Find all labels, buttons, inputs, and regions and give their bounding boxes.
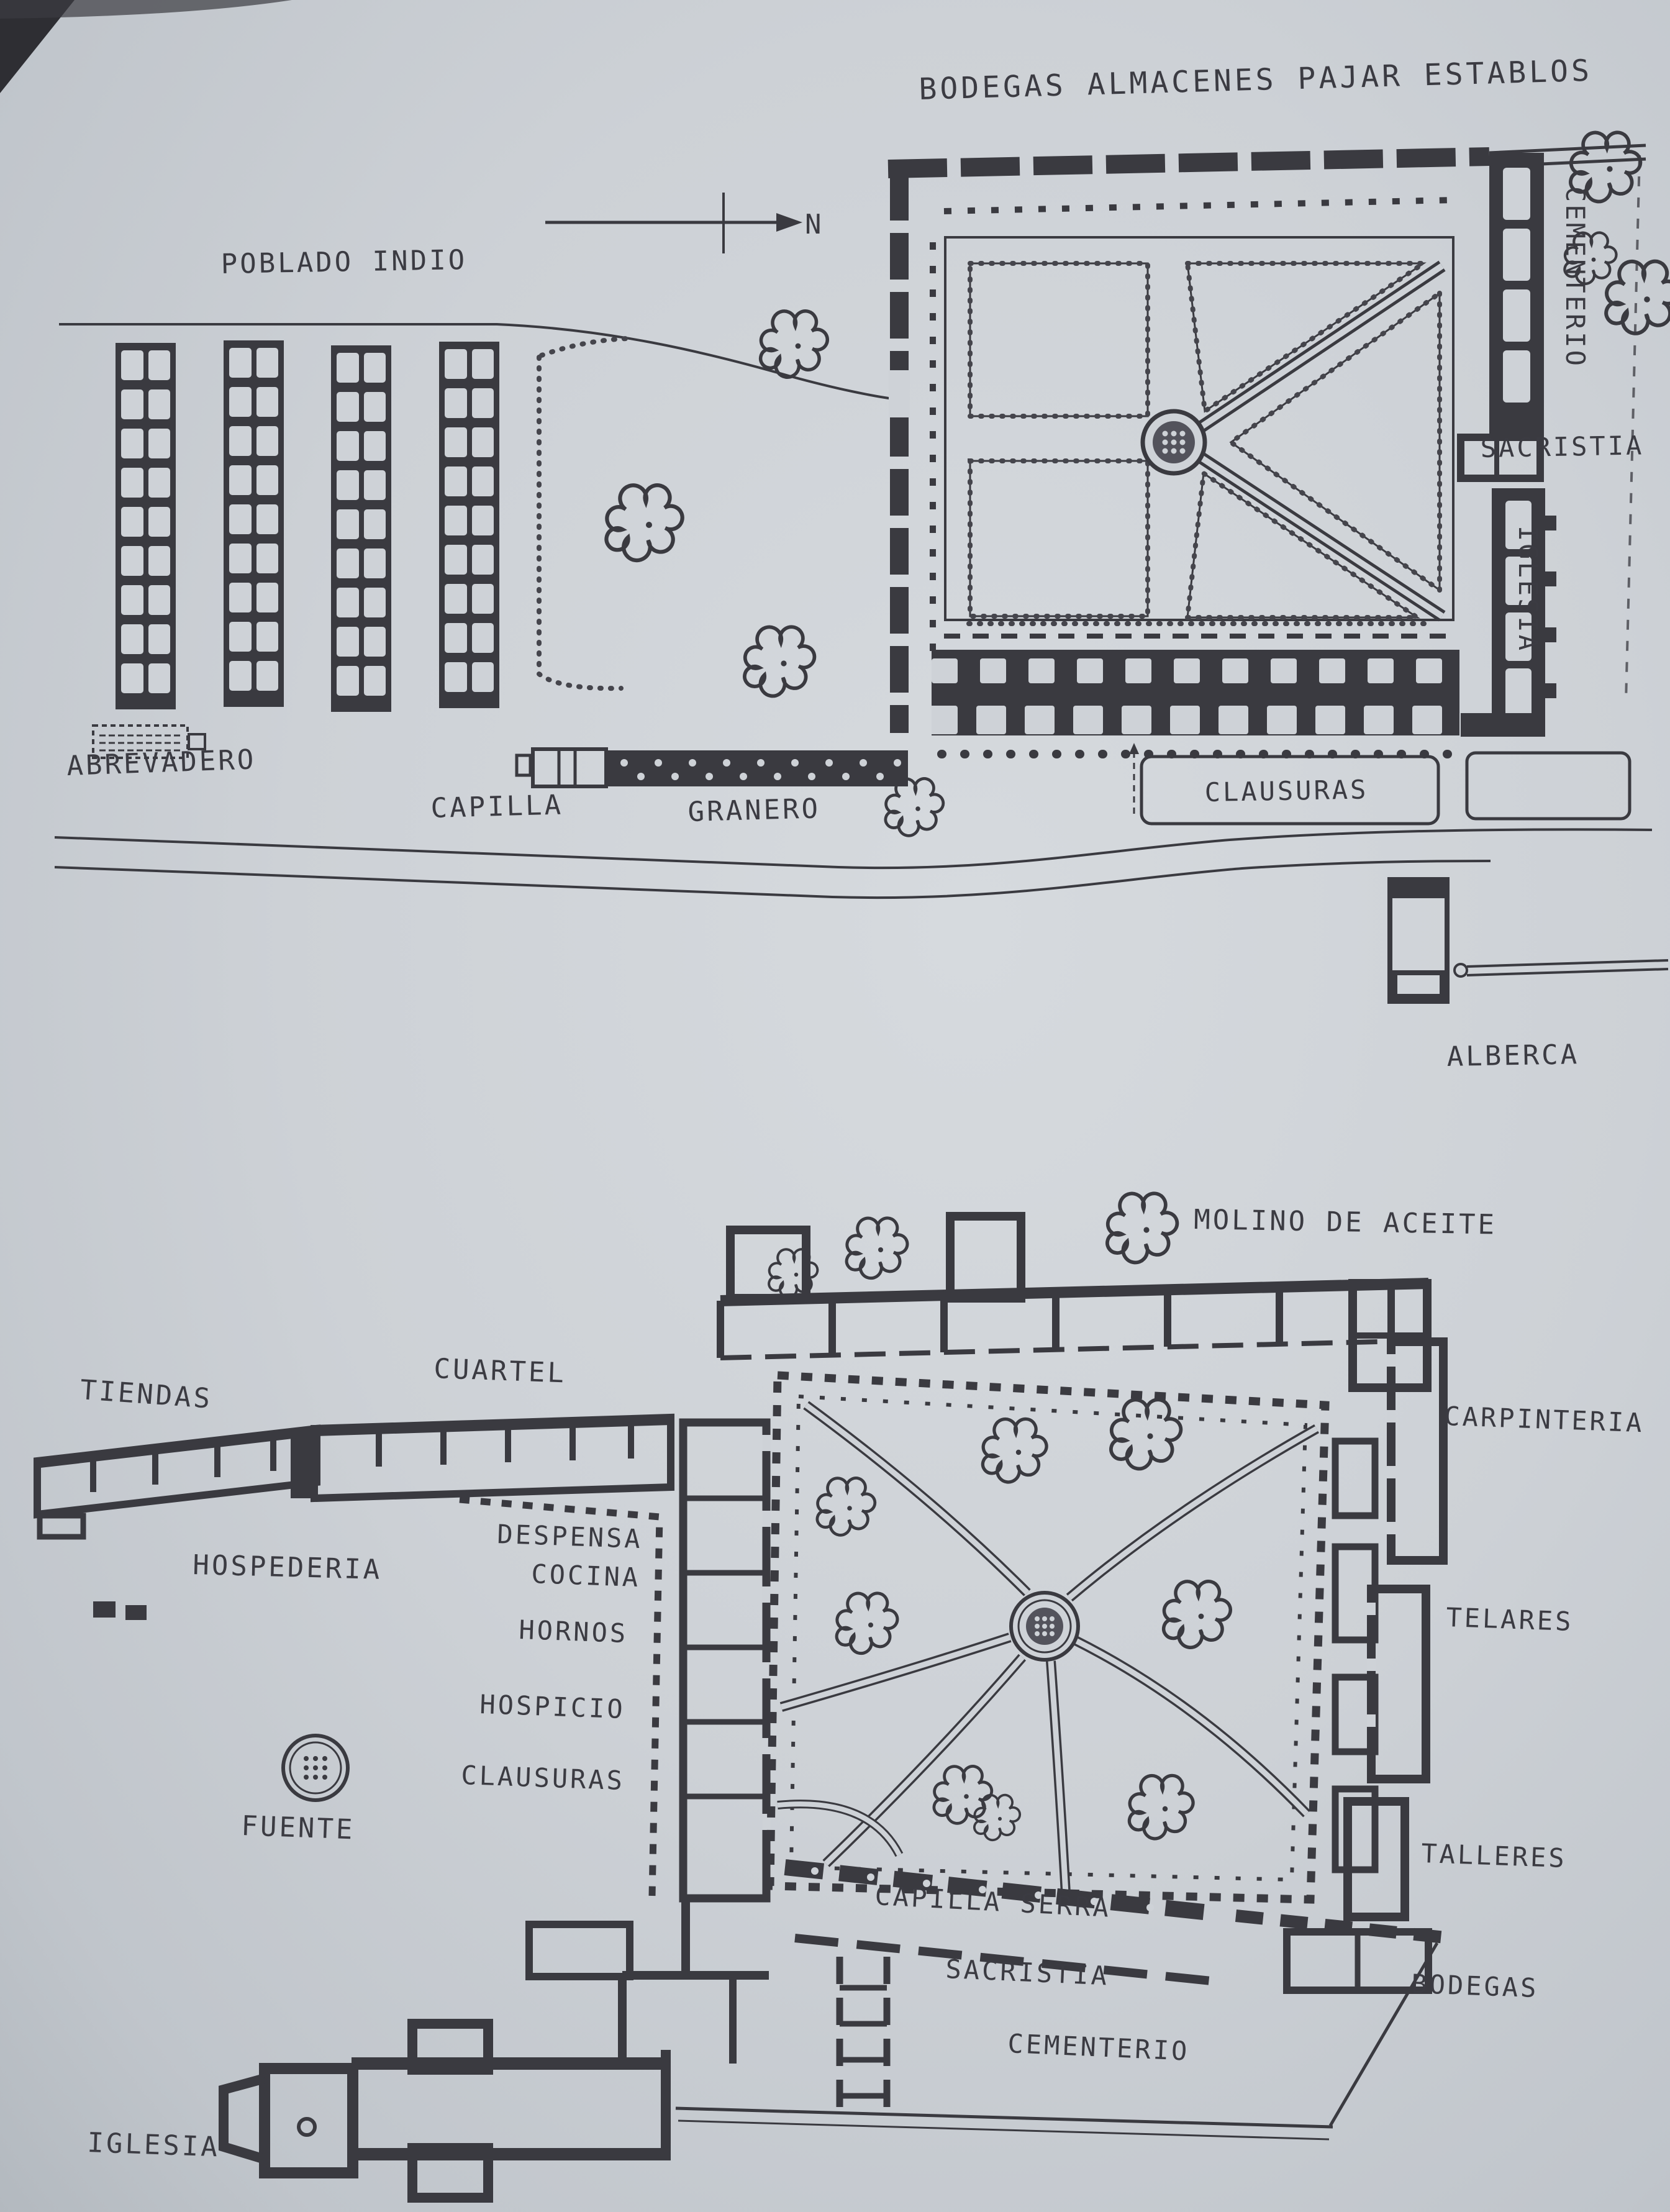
- label-fuente: FUENTE: [240, 1810, 356, 1846]
- garden-courtyard: [944, 237, 1453, 636]
- label-talleres: TALLERES: [1420, 1838, 1568, 1874]
- compass-n-label: N: [805, 209, 824, 240]
- alberca-structure: [1390, 880, 1668, 1001]
- iglesia-structure: [224, 1898, 769, 2198]
- cuartel-building: [291, 1418, 671, 1498]
- label-despensa: DESPENSA: [496, 1519, 643, 1555]
- label-abrevadero: ABREVADERO: [66, 744, 257, 782]
- tiendas-building: [37, 1429, 317, 1620]
- east-buildings: [1287, 1342, 1443, 2126]
- label-sacristia-top: SACRISTIA: [1480, 430, 1645, 463]
- label-capilla-top: CAPILLA: [430, 789, 564, 824]
- label-alberca: ALBERCA: [1446, 1039, 1580, 1073]
- label-bodegas: BODEGAS: [1410, 1968, 1540, 2004]
- label-iglesia-lower: IGLESIA: [86, 2127, 220, 2164]
- label-molino-de-aceite: MOLINO DE ACEITE: [1193, 1204, 1497, 1241]
- north-arrow: [545, 193, 802, 253]
- label-clausuras-top: CLAUSURAS: [1204, 774, 1369, 808]
- south-arcade: [932, 650, 1459, 754]
- label-cuartel: CUARTEL: [433, 1353, 567, 1390]
- label-hospicio: HOSPICIO: [479, 1689, 626, 1725]
- fuente-fountain: [283, 1736, 348, 1800]
- label-clausuras-lower: CLAUSURAS: [460, 1760, 625, 1796]
- label-granero: GRANERO: [687, 793, 821, 828]
- label-capilla-serra: CAPILLA SERRA: [874, 1880, 1112, 1923]
- label-iglesia-top: IGLESIA: [1513, 526, 1543, 653]
- granero-building: [517, 749, 908, 786]
- label-carpinteria: CARPINTERIA: [1443, 1401, 1645, 1439]
- photo-edge-artifacts: [0, 0, 292, 93]
- label-tiendas: TIENDAS: [79, 1374, 214, 1415]
- label-hospederia: HOSPEDERIA: [192, 1549, 383, 1586]
- label-cementerio-lower: CEMENTERIO: [1007, 2028, 1191, 2067]
- roads: [55, 324, 1652, 898]
- label-poblado-indio: POBLADO INDIO: [220, 244, 468, 280]
- label-cementerio-top: CEMENTERIO: [1560, 186, 1591, 368]
- label-sacristia-lower: SACRISTIA: [945, 1954, 1110, 1991]
- top-plan-title: BODEGAS ALMACENES PAJAR ESTABLOS: [918, 53, 1593, 107]
- label-hornos: HORNOS: [518, 1614, 629, 1649]
- courtyard-fountain: [1011, 1593, 1078, 1660]
- lower-plan: [37, 1193, 1451, 2198]
- garden-fountain: [1143, 411, 1205, 473]
- poblado-indio-blocks: [116, 340, 499, 712]
- label-telares: TELARES: [1445, 1602, 1574, 1637]
- label-cocina: COCINA: [530, 1559, 641, 1593]
